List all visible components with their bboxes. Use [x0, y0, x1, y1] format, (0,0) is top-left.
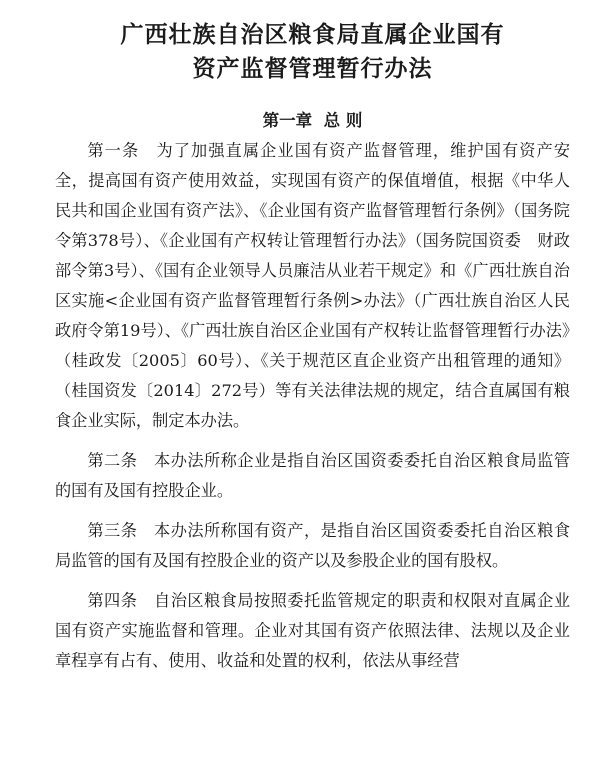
document-page: [55, 18, 570, 676]
article-4-text: 自治区粮食局按照委托监管规定的职责和权限对直属企业国有资产实施监督和管理。企业对其国有资产依照法律、法规以及企业章程享有占有、使用、收益和处置的权利，依法从事经营: [55, 591, 571, 670]
article-3-number: 第三条: [87, 521, 138, 540]
article-1-text: 为了加强直属企业国有资产监督管理，维护国有资产安全，提高国有资产使用效益，实现国有资产的保值增值，根据《中华人民共和国企业国有资产法》、《企业国有资产监督管理暂行条例》（国务院令第378号）、《企业国有产权转让管理暂行办法》（国务院国资委 财政部令第3号）、《国有企业领导人员廉洁从业若干规定》和《广西壮族自治区实施<企业国有资产监督管理暂行条例>办法》（广西壮族自治区人民政府令第19号）、《广西壮族自治区企业国有产权转让监督管理暂行办法》（桂政发〔2005〕60号）、《关于规范区直企业资产出租管理的通知》（桂国资发〔2014〕272号）等有关法律法规的规定，结合直属国有粮食企业实际，制定本办法。: [55, 141, 571, 430]
chapter-heading: 第一章 总 则: [262, 111, 363, 130]
article-4: [55, 586, 570, 676]
document-title: [55, 18, 570, 86]
article-1-number: 第一条: [87, 141, 140, 160]
article-4-number: 第四条: [87, 591, 138, 610]
article-3-text: 本办法所称国有资产，是指自治区国资委委托自治区粮食局监管的国有及国有控股企业的资产以及参股企业的国有股权。: [55, 521, 571, 570]
document-title-line-1: 广西壮族自治区粮食局直属企业国有: [120, 22, 505, 48]
document-title-line-2: 资产监督管理暂行办法: [192, 56, 433, 82]
article-2: [55, 446, 570, 506]
article-3: [55, 516, 570, 576]
article-2-text: 本办法所称企业是指自治区国资委委托自治区粮食局监管的国有及国有控股企业。: [55, 451, 571, 500]
article-2-number: 第二条: [87, 451, 138, 470]
article-1: [55, 136, 570, 436]
